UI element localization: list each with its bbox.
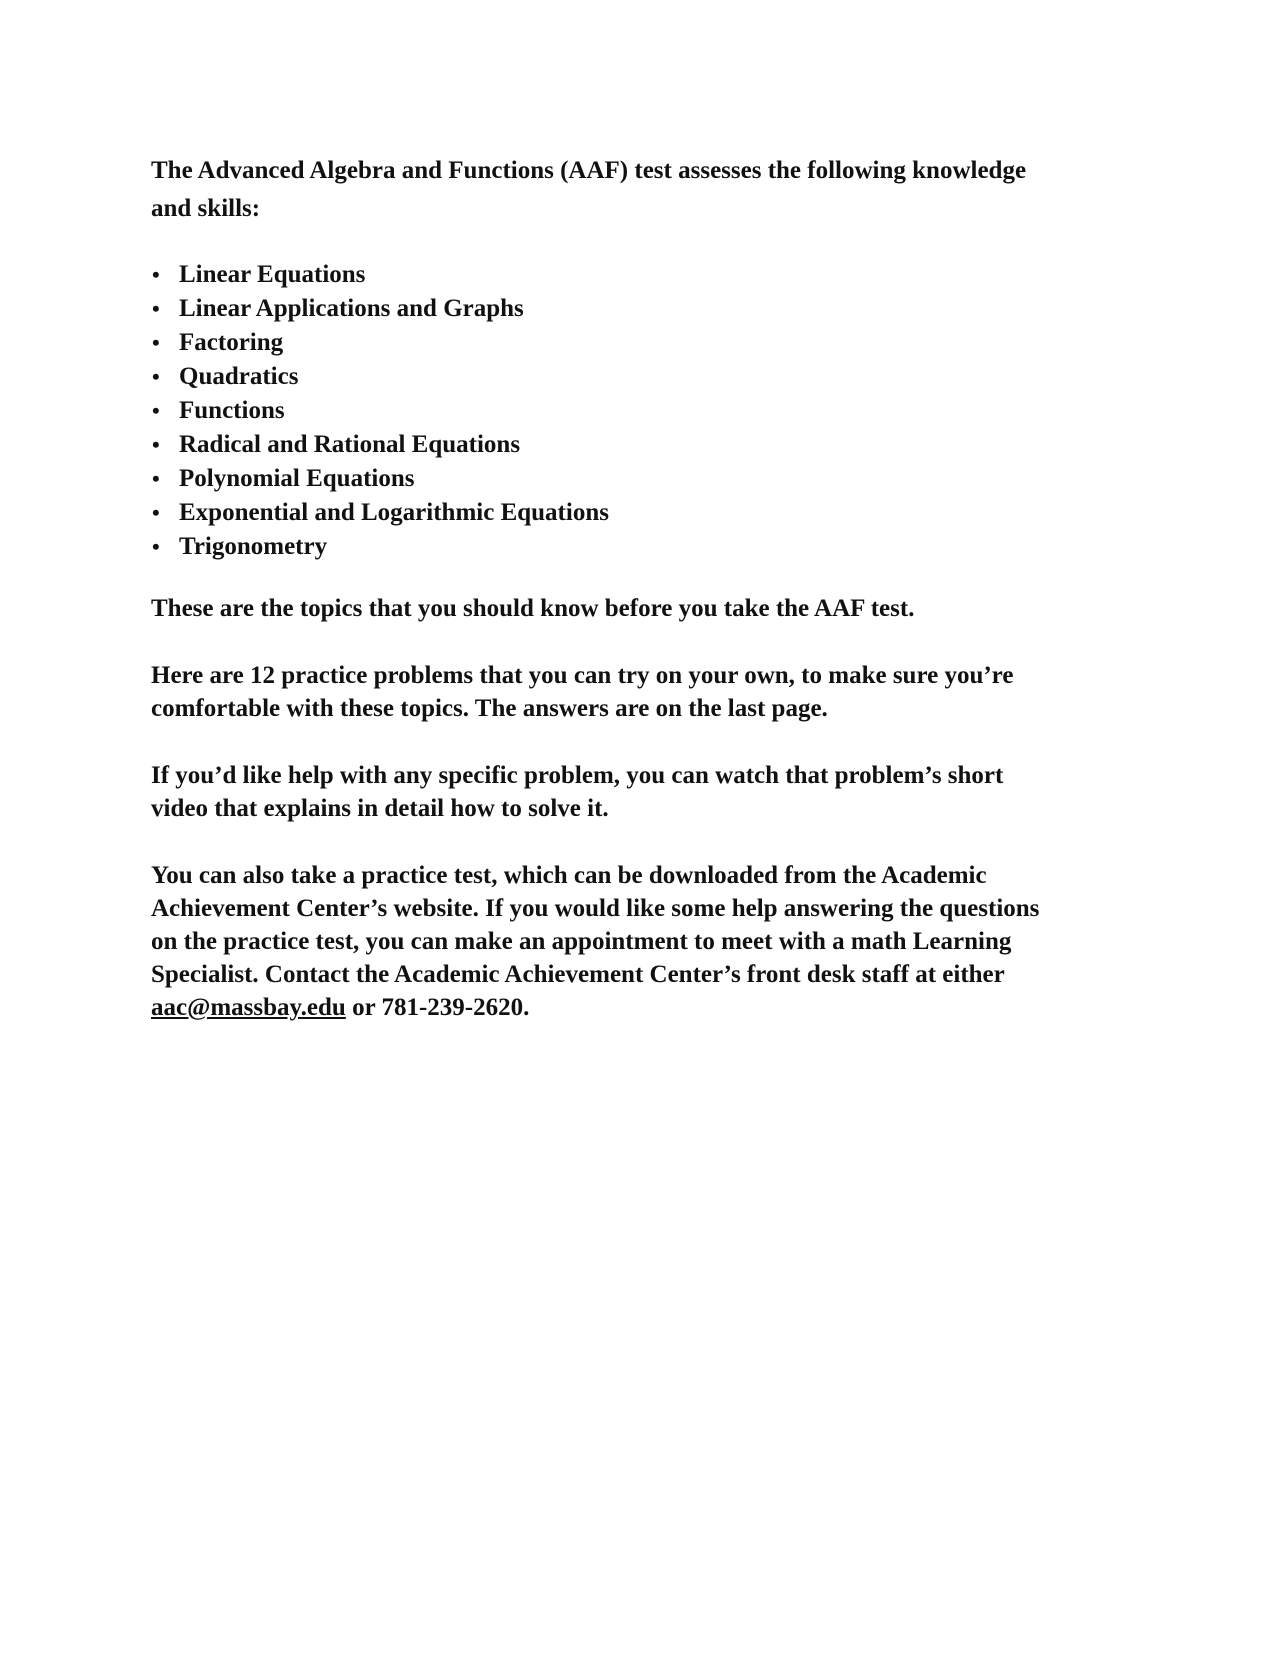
know-before-paragraph [151,592,1151,625]
bullet-icon: • [152,466,160,491]
bullet-icon: • [152,330,160,355]
topic-label: Functions [179,397,285,424]
topic-label: Polynomial Equations [179,465,415,492]
list-item [151,360,1151,394]
contact-phone-text: or 781-239-2620. [345,994,530,1021]
practice-line-1: Here are 12 practice problems that you can try on your own, to make sure you’re [151,662,1014,689]
bullet-icon: • [152,296,160,321]
topic-label: Linear Applications and Graphs [179,295,524,322]
practice-line-2: comfortable with these topics. The answers are on the last page. [151,695,828,722]
bullet-icon: • [152,432,160,457]
bullet-icon: • [152,262,160,287]
list-item [151,496,1151,530]
intro-line-2: and skills: [151,195,261,222]
intro-line-1: The Advanced Algebra and Functions (AAF) test assesses the following knowledge [151,157,1027,184]
know-before-text: These are the topics that you should know before you take the AAF test. [151,595,915,622]
bullet-icon: • [152,398,160,423]
topic-label: Trigonometry [179,533,328,560]
intro-paragraph [151,152,1151,228]
topic-label: Quadratics [179,363,299,390]
topic-label: Radical and Rational Equations [179,431,521,458]
list-item [151,530,1151,564]
help-line-1: If you’d like help with any specific problem, you can watch that problem’s short [151,762,1004,789]
list-item [151,326,1151,360]
practice-test-line-4: Specialist. Contact the Academic Achievement Center’s front desk staff at either [151,961,1005,988]
list-item [151,292,1151,326]
bullet-icon: • [152,500,160,525]
topic-label: Factoring [179,329,284,356]
document-content [151,152,1151,1024]
practice-test-line-2: Achievement Center’s website. If you would like some help answering the questions [151,895,1040,922]
practice-test-line-3: on the practice test, you can make an appointment to meet with a math Learning [151,928,1012,955]
list-item [151,462,1151,496]
practice-paragraph [151,659,1151,725]
email-link[interactable]: aac@massbay.edu [151,994,346,1021]
topic-label: Exponential and Logarithmic Equations [179,499,609,526]
topics-list [151,258,1151,564]
topic-label: Linear Equations [179,261,366,288]
bullet-icon: • [152,534,160,559]
list-item [151,258,1151,292]
help-line-2: video that explains in detail how to solve it. [151,795,609,822]
list-item [151,428,1151,462]
help-paragraph [151,759,1151,825]
practice-test-line-1: You can also take a practice test, which can be downloaded from the Academic [151,862,987,889]
list-item [151,394,1151,428]
practice-test-paragraph [151,859,1151,1024]
bullet-icon: • [152,364,160,389]
